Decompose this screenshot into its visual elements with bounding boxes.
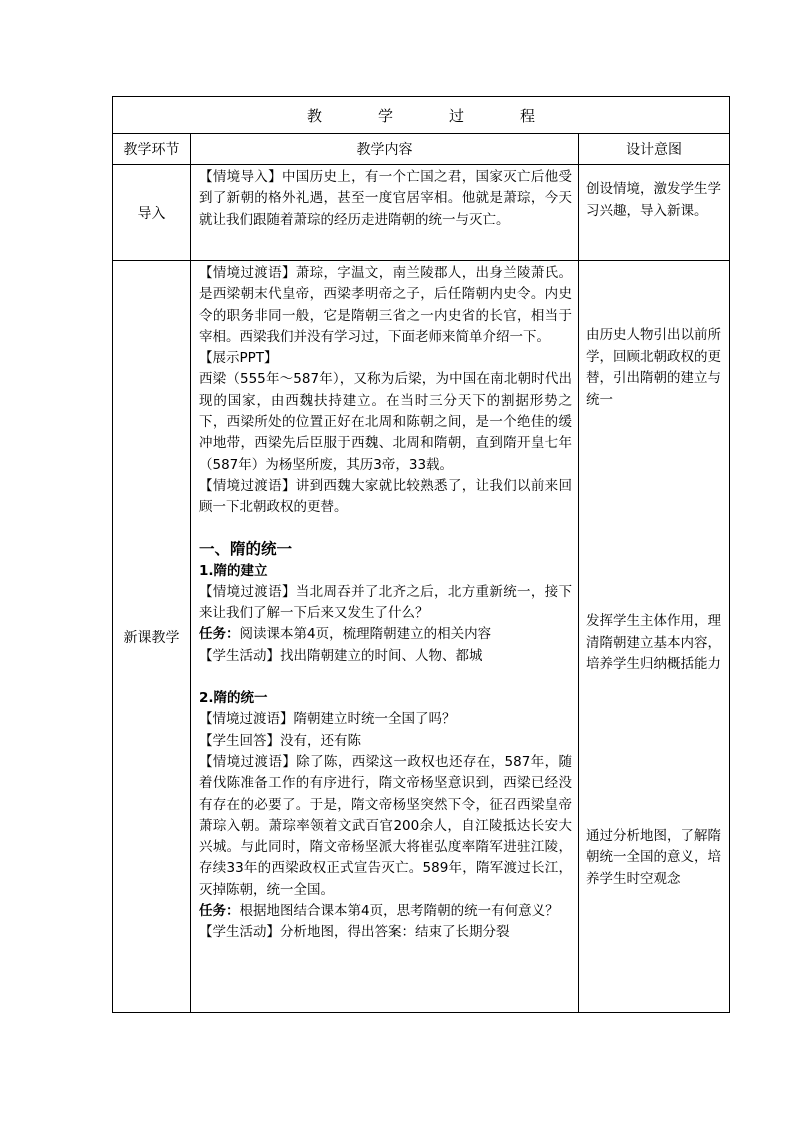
task-1-label: 任务： [199, 626, 240, 643]
paragraph-xiliang: 西梁（555年～587年），又称为后梁，为中国在南北朝时代出现的国家，由西魏扶持建立。在当时三分天下的割据形势之下，西梁所处的位置正好在北周和陈朝之间，是一个绝佳的缓冲地带，西梁先后臣服于西魏、北周和隋朝，直到隋开皇七年（587年）为杨坚所废，其历3帝，33载。 [199, 371, 572, 473]
intent-intro: 创设情境，激发学生学习兴趣，导入新课。 [579, 165, 730, 261]
intent-2: 发挥学生主体作用，理清隋朝建立基本内容，培养学生归纳概括能力 [586, 613, 721, 672]
intent-3: 通过分析地图，了解隋朝统一全国的意义，培养学生时空观念 [586, 827, 721, 887]
paragraph-activity-2: 【学生活动】分析地图，得出答案：结束了长期分裂 [199, 924, 510, 941]
task-2-text: 根据地图结合课本第4页，思考隋朝的统一有何意义？ [239, 903, 559, 920]
section-heading: 一、隋的统一 [199, 539, 293, 558]
intro-paragraph: 【情境导入】中国历史上，有一个亡国之君，国家灭亡后他受到了新朝的格外礼遇，甚至一度官居宰相。他就是萧琮，今天就让我们跟随着萧琮的经历走进隋朝的统一与灭亡。 [199, 169, 572, 228]
stage-new-lesson: 新课教学 [113, 261, 191, 1013]
subheading-establish: 1.隋的建立 [199, 562, 268, 579]
title-char-3: 过 [449, 106, 465, 125]
paragraph-transition-1: 【情境过渡语】萧琮，字温文，南兰陵郡人，出身兰陵萧氏。是西梁朝末代皇帝，西梁孝明帝之子，后任隋朝内史令。内史令的职务非同一般，它是隋朝三省之一内史省的长官，相当于宰相。西梁我们并没有学习过，下面老师来简单介绍一下。 [199, 265, 572, 345]
content-intro [191, 165, 579, 261]
title-char-1: 教 [306, 106, 322, 125]
task-1 [199, 624, 572, 645]
paragraph-ppt: 【展示PPT】 [199, 350, 278, 367]
header-content: 教学内容 [191, 134, 579, 165]
table-title [113, 97, 730, 134]
intent-new-lesson [579, 261, 730, 1013]
task-2 [199, 901, 572, 922]
task-2-label: 任务： [199, 903, 240, 920]
stage-intro: 导入 [113, 165, 191, 261]
header-stage: 教学环节 [113, 134, 191, 165]
title-char-2: 学 [377, 106, 393, 125]
paragraph-answer: 【学生回答】没有，还有陈 [199, 732, 361, 749]
paragraph-transition-5: 【情境过渡语】除了陈，西梁这一政权也还存在，587年，随着伐陈准备工作的有序进行，隋文帝杨坚意识到，西梁已经没有存在的必要了。于是，隋文帝杨坚突然下令，征召西梁皇帝萧琮入朝。萧琮率领着文武百官200余人，自江陵抵达长安大兴城。与此同时，隋文帝杨坚派大将崔弘度率隋军进驻江陵，存续33年的西梁政权正式宣告灭亡。589年，隋军渡过长江，灭掉陈朝，统一全国。 [199, 753, 572, 898]
paragraph-transition-2: 【情境过渡语】讲到西魏大家就比较熟悉了，让我们以前来回顾一下北朝政权的更替。 [199, 477, 572, 516]
paragraph-transition-4: 【情境过渡语】隋朝建立时统一全国了吗？ [199, 711, 456, 728]
paragraph-transition-3: 【情境过渡语】当北周吞并了北齐之后，北方重新统一，接下来让我们了解一下后来又发生了什么？ [199, 583, 572, 622]
header-intent: 设计意图 [579, 134, 730, 165]
teaching-process-table [112, 96, 730, 1013]
paragraph-activity-1: 【学生活动】找出隋朝建立的时间、人物、都城 [199, 647, 483, 664]
subheading-unify: 2.隋的统一 [199, 690, 268, 707]
lesson-page [112, 96, 729, 1015]
title-char-4: 程 [520, 106, 536, 125]
content-new-lesson [191, 261, 579, 1013]
intent-1: 由历史人物引出以前所学，回顾北朝政权的更替，引出隋朝的建立与统一 [586, 327, 721, 408]
task-1-text: 阅读课本第4页，梳理隋朝建立的相关内容 [239, 626, 492, 643]
